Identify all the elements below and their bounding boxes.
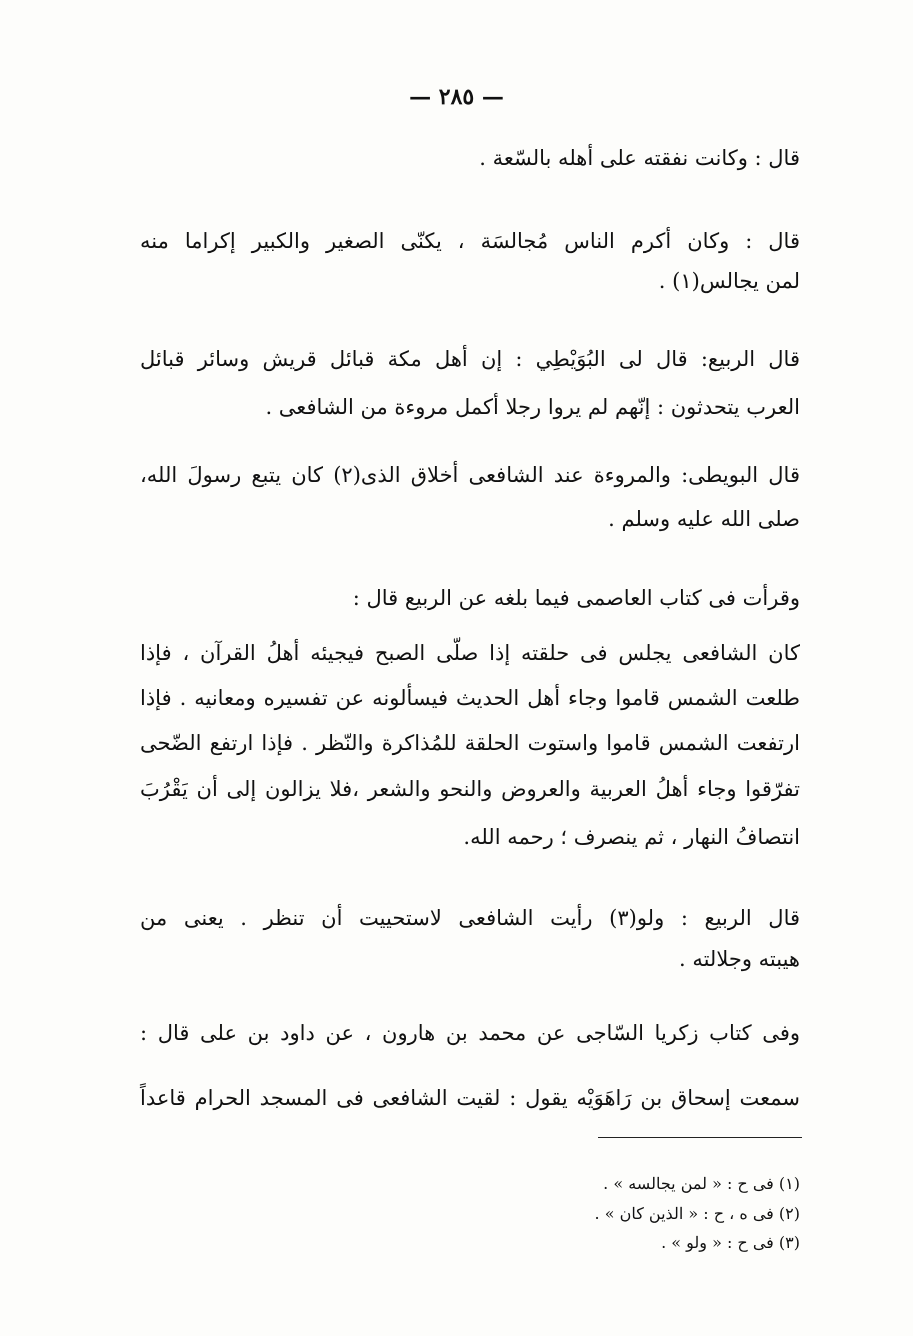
text-line: انتصافُ النهار ، ثم ينصرف ؛ رحمه الله.	[463, 825, 800, 849]
text-line: لمن يجالس(١) .	[658, 269, 800, 293]
text-line: قال الربيع : ولو(٣) رأيت الشافعى لاستحييت أن تنظر . يعنى من	[140, 906, 801, 930]
text-line: سمعت إسحاق بن رَاهَوَيْه يقول : لقيت الشافعى فى المسجد الحرام قاعداً	[140, 1086, 800, 1110]
footnote: (٢) فى ه ، ح : « الذين كان » .	[594, 1204, 800, 1223]
text-line: قال البويطى: والمروءة عند الشافعى أخلاق الذى(٢) كان يتبع رسولَ الله،	[140, 463, 800, 487]
text-line: وفى كتاب زكريا السّاجى عن محمد بن هارون ، عن داود بن على قال :	[140, 1021, 800, 1045]
text-line: كان الشافعى يجلس فى حلقته إذا صلّى الصبح فيجيئه أهلُ القرآن ، فإذا	[140, 641, 800, 665]
text-line: تفرّقوا وجاء أهلُ العربية والعروض والنحو والشعر ،فلا يزالون إلى أن يَقْرُبَ	[140, 777, 800, 801]
text-line: قال الربيع: قال لى البُوَيْطِي : إن أهل مكة قبائل قريش وسائر قبائل	[140, 347, 800, 371]
text-line: ارتفعت الشمس قاموا واستوت الحلقة للمُذاكرة والنّظر . فإذا ارتفع الضّحى	[140, 731, 800, 755]
text-line: هيبته وجلالته .	[678, 947, 800, 971]
footnote: (١) فى ح : « لمن يجالسه » .	[603, 1174, 800, 1193]
text-line: طلعت الشمس قاموا وجاء أهل الحديث فيسألونه عن تفسيره ومعانيه . فإذا	[140, 686, 800, 710]
page-number: — ٢٨٥ —	[409, 84, 504, 110]
text-line: وقرأت فى كتاب العاصمى فيما بلغه عن الربيع قال :	[352, 586, 800, 610]
text-line: العرب يتحدثون : إنّهم لم يروا رجلا أكمل مروءة من الشافعى .	[265, 395, 800, 419]
footnote-separator	[598, 1137, 802, 1138]
text-line: قال : وكانت نفقته على أهله بالسّعة .	[479, 146, 800, 170]
text-line: صلى الله عليه وسلم .	[608, 507, 800, 531]
footnote: (٣) فى ح : « ولو » .	[661, 1233, 800, 1252]
text-line: قال : وكان أكرم الناس مُجالسَة ، يكنّى الصغير والكبير إكراما منه	[140, 229, 800, 253]
